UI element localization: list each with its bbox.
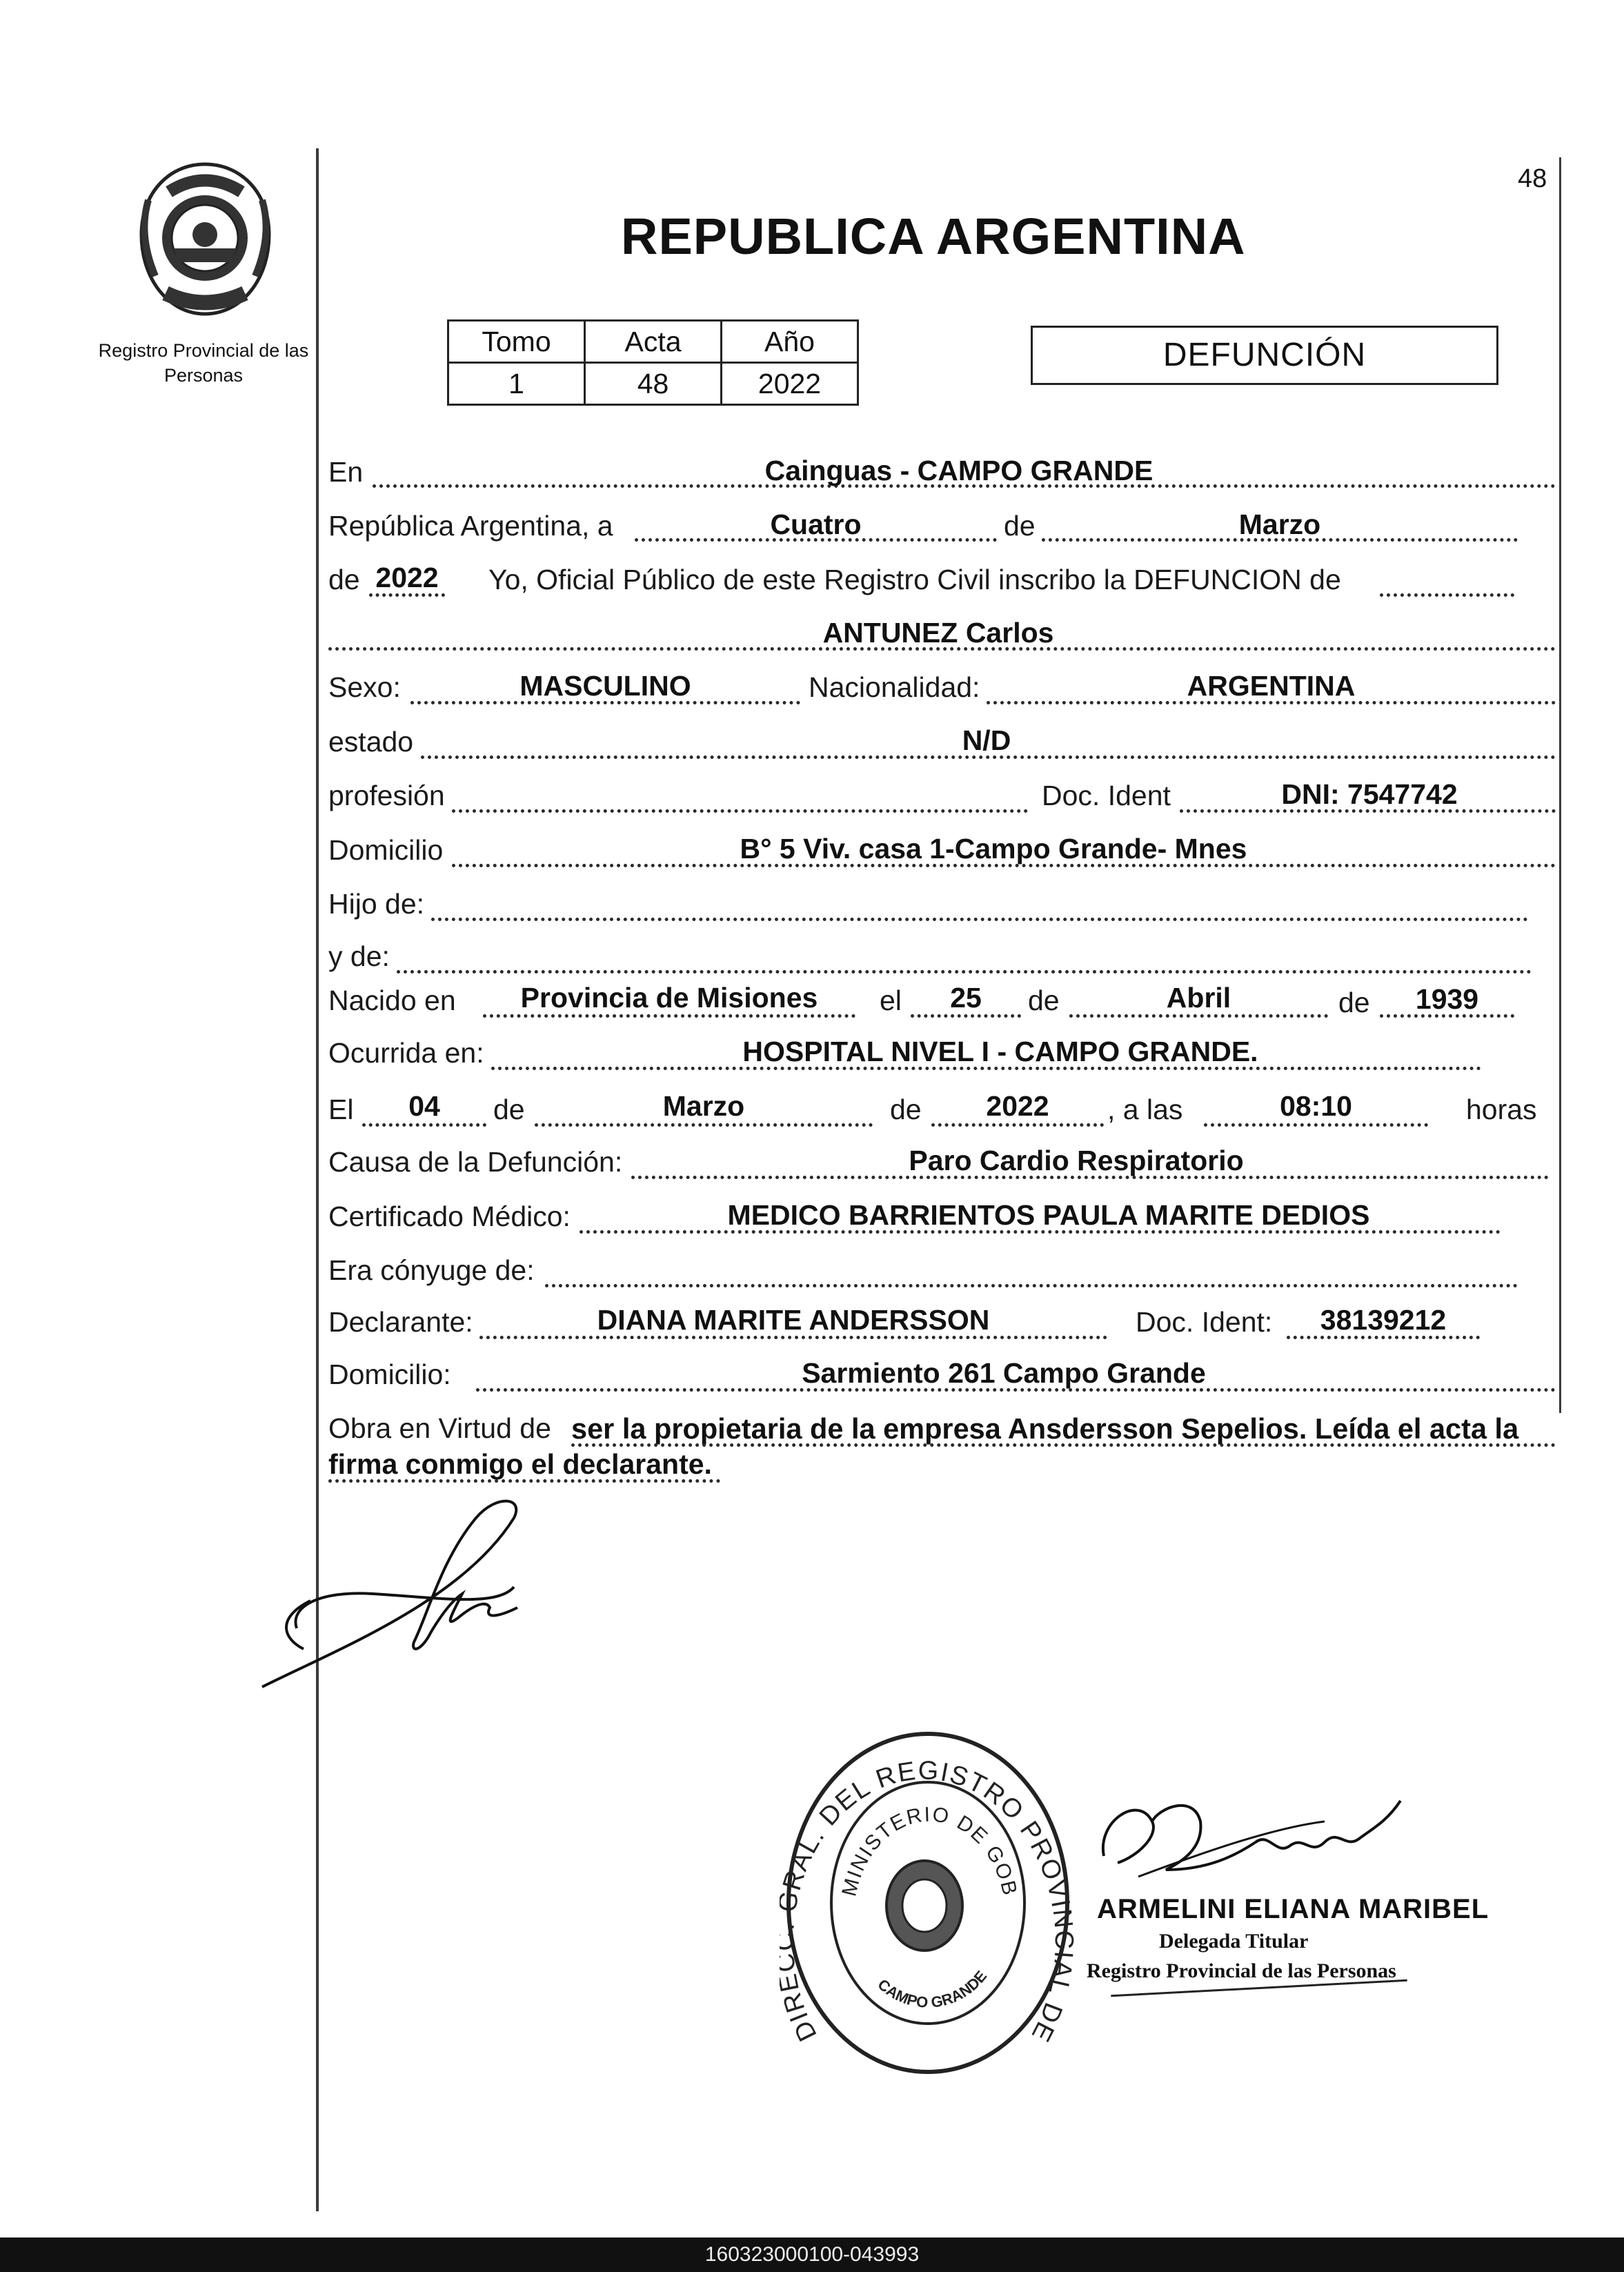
label-domicilio-colon: Domicilio: (328, 1359, 451, 1390)
page-title: REPUBLICA ARGENTINA (621, 208, 1246, 265)
deceased-value: ANTUNEZ Carlos (822, 617, 1054, 649)
label-horas: horas (1466, 1094, 1537, 1125)
label-profesion: profesión (328, 780, 445, 811)
dotted-line (545, 1284, 1518, 1287)
label-a-las: , a las (1107, 1094, 1183, 1125)
label-hijo-de: Hijo de: (328, 888, 425, 920)
label-conyuge: Era cónyuge de: (328, 1254, 535, 1286)
obra-line-1: ser la propietaria de la empresa Ansdersson Sepelios. Leída el acta la (571, 1412, 1519, 1445)
label-de: de (328, 564, 360, 595)
registry-name: Registro Provincial de las Personas (98, 340, 309, 386)
official-name: ARMELINI ELIANA MARIBEL (1097, 1894, 1489, 1924)
dotted-line (1069, 1014, 1328, 1018)
day-words-value: Cuatro (770, 508, 862, 540)
label-causa: Causa de la Defunción: (328, 1146, 623, 1178)
label-de: de (1338, 987, 1370, 1018)
declarant-address-value: Sarmiento 261 Campo Grande (802, 1357, 1206, 1389)
label-doc-ident-colon: Doc. Ident: (1136, 1306, 1273, 1338)
death-place-value: HOSPITAL NIVEL I - CAMPO GRANDE. (742, 1036, 1258, 1067)
label-nacido-en: Nacido en (328, 985, 456, 1016)
label-doc-ident: Doc. Ident (1042, 780, 1171, 811)
dotted-line (911, 1014, 1021, 1018)
certificate-value: MEDICO BARRIENTOS PAULA MARITE DEDIOS (727, 1199, 1370, 1231)
footer-code: 160323000100-043993 (0, 2238, 1624, 2272)
svg-text:CAMPO GRANDE (874, 1967, 990, 2011)
dotted-line (397, 970, 1532, 974)
declarant-doc-value: 38139212 (1320, 1304, 1447, 1336)
dotted-line (571, 1443, 1556, 1447)
year-value: 2022 (375, 562, 439, 593)
location-value: Cainguas - CAMPO GRANDE (764, 455, 1153, 486)
month-value: Marzo (1238, 508, 1321, 540)
tomo-value: 1 (448, 363, 585, 405)
label-el-cap: El (328, 1094, 354, 1125)
tomo-header: Tomo (448, 321, 585, 363)
dotted-line (362, 1123, 486, 1127)
anio-header: Año (722, 321, 858, 363)
dotted-line (1204, 1123, 1428, 1127)
label-domicilio: Domicilio (328, 834, 444, 866)
anio-value: 2022 (722, 363, 858, 405)
dotted-line (452, 809, 1028, 813)
stamp-outer-text: DIR RAL. DEL REGISTRO PROVINCIAL DE (780, 1756, 1078, 2048)
official-office: Registro Provincial de las Personas (1087, 1959, 1396, 1982)
label-el: el (880, 985, 902, 1016)
dotted-line (328, 1479, 720, 1483)
label-declarante: Declarante: (328, 1306, 473, 1338)
label-nacionalidad: Nacionalidad: (809, 671, 980, 703)
dotted-line (535, 1123, 873, 1127)
birth-year-value: 1939 (1415, 983, 1479, 1015)
label-ocurrida-en: Ocurrida en: (328, 1037, 484, 1069)
label-certificado: Certificado Médico: (328, 1201, 571, 1232)
label-de: de (493, 1094, 525, 1125)
official-title: Delegada Titular (1159, 1930, 1309, 1953)
label-y-de: y de: (328, 940, 390, 972)
obra-line-2: firma conmigo el declarante. (328, 1448, 712, 1480)
dotted-line (1287, 1336, 1480, 1339)
registry-table (447, 319, 859, 406)
death-day-value: 04 (408, 1090, 440, 1122)
official-signature (1097, 1780, 1421, 1911)
dotted-line (479, 1336, 1107, 1339)
page-number: 48 (1518, 164, 1547, 193)
label-republica: República Argentina, a (328, 510, 613, 542)
address-value: B° 5 Viv. casa 1-Campo Grande- Mnes (740, 833, 1247, 865)
acta-header: Acta (585, 321, 722, 363)
death-month-value: Marzo (662, 1090, 745, 1122)
label-de: de (1028, 985, 1060, 1016)
right-margin-line (1559, 157, 1561, 1413)
label-sexo: Sexo: (328, 671, 401, 703)
dotted-line (931, 1123, 1104, 1127)
acta-value: 48 (585, 363, 722, 405)
label-de: de (890, 1094, 922, 1125)
label-en: En (328, 456, 364, 488)
dotted-line (1380, 593, 1514, 597)
birth-place-value: Provincia de Misiones (520, 982, 818, 1014)
province-seal-logo (128, 159, 283, 321)
label-obra-en-virtud: Obra en Virtud de (328, 1412, 551, 1444)
civil-status-value: N/D (962, 724, 1011, 756)
label-yo-oficial: Yo, Oficial Público de este Registro Civil inscribo la DEFUNCION de (488, 564, 1341, 595)
stamp-bottom-text: CAMPO GRANDE (874, 1967, 991, 2011)
dotted-line (483, 1014, 855, 1018)
dotted-line (431, 918, 1528, 921)
doc-value: DNI: 7547742 (1281, 778, 1458, 810)
act-type-box: DEFUNCIÓN (1031, 326, 1498, 385)
death-year-value: 2022 (986, 1090, 1049, 1122)
cause-value: Paro Cardio Respiratorio (909, 1145, 1244, 1176)
left-margin-line (316, 148, 319, 2211)
death-time-value: 08:10 (1280, 1090, 1352, 1122)
birth-day-value: 25 (950, 982, 982, 1014)
birth-month-value: Abril (1166, 982, 1231, 1014)
dotted-line (369, 593, 445, 597)
nationality-value: ARGENTINA (1187, 670, 1356, 702)
registry-stamp (780, 1725, 1083, 2084)
sex-value: MASCULINO (519, 670, 691, 702)
declarant-signature (255, 1490, 545, 1690)
label-estado: estado (328, 726, 414, 758)
label-de: de (1004, 510, 1036, 542)
stamp-inner-text: MINISTERIO DE GOB (838, 1803, 1022, 1899)
declarant-value: DIANA MARITE ANDERSSON (597, 1304, 990, 1336)
